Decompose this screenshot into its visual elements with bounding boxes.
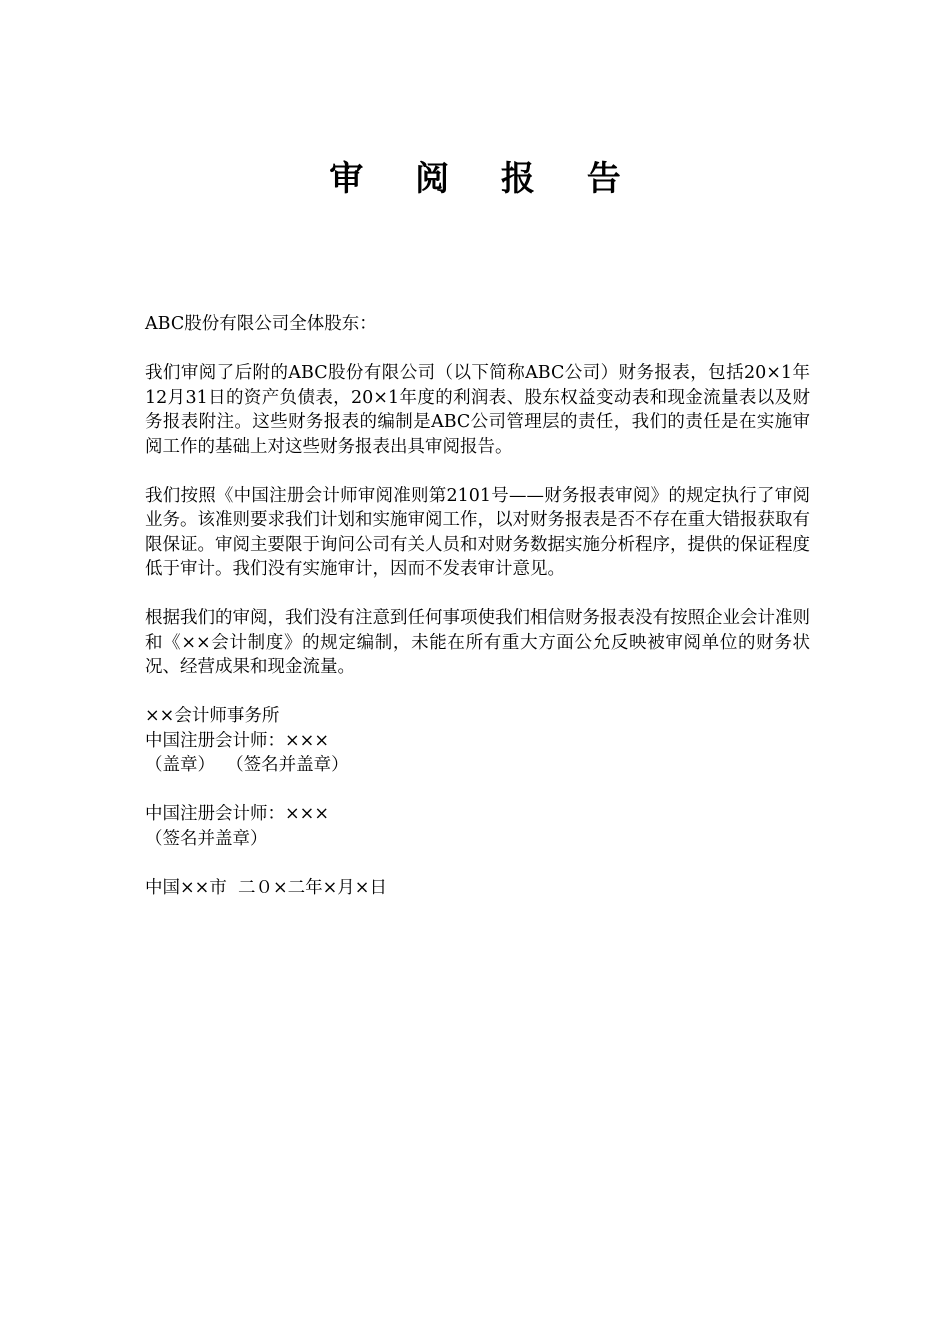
- spacer: [145, 680, 810, 705]
- seal-note-2: （签名并盖章）: [145, 828, 268, 849]
- spacer: [145, 778, 810, 803]
- paragraph-standards: 我们按照《中国注册会计师审阅准则第2101号——财务报表审阅》的规定执行了审阅业务。该准则要求我们计划和实施审阅工作，以对财务报表是否不存在重大错报获取有限保证。审阅主要限于询问公司有关人员和对财务数据实施分析程序，提供的保证程度低于审计。我们没有实施审计，因而不发表审计意见。: [145, 485, 810, 579]
- place-and-date: 中国××市 二０×二年×月×日: [145, 877, 387, 898]
- spacer: [145, 582, 810, 607]
- addressee: ABC股份有限公司全体股东：: [145, 314, 377, 334]
- cpa-signature-2: 中国注册会计师：×××: [145, 804, 329, 824]
- report-body: [145, 312, 810, 900]
- firm-name: ××会计师事务所: [145, 706, 280, 726]
- paragraph-scope: 我们审阅了后附的ABC股份有限公司（以下简称ABC公司）财务报表，包括20×1年12月31日的资产负债表，20×1年度的利润表、股东权益变动表和现金流量表以及财务报表附注。这些财务报表的编制是ABC公司管理层的责任，我们的责任是在实施审阅工作的基础上对这些财务报表出具审阅报告。: [145, 363, 810, 457]
- spacer: [145, 337, 810, 362]
- report-title: 审 阅 报 告: [329, 159, 641, 199]
- spacer: [145, 459, 810, 484]
- spacer: [145, 851, 810, 876]
- seal-note-1: （盖章） （签名并盖章）: [145, 755, 349, 775]
- paragraph-conclusion: 根据我们的审阅，我们没有注意到任何事项使我们相信财务报表没有按照企业会计准则和《××会计制度》的规定编制，未能在所有重大方面公允反映被审阅单位的财务状况、经营成果和现金流量。: [145, 608, 810, 677]
- cpa-signature-1: 中国注册会计师：×××: [145, 730, 329, 751]
